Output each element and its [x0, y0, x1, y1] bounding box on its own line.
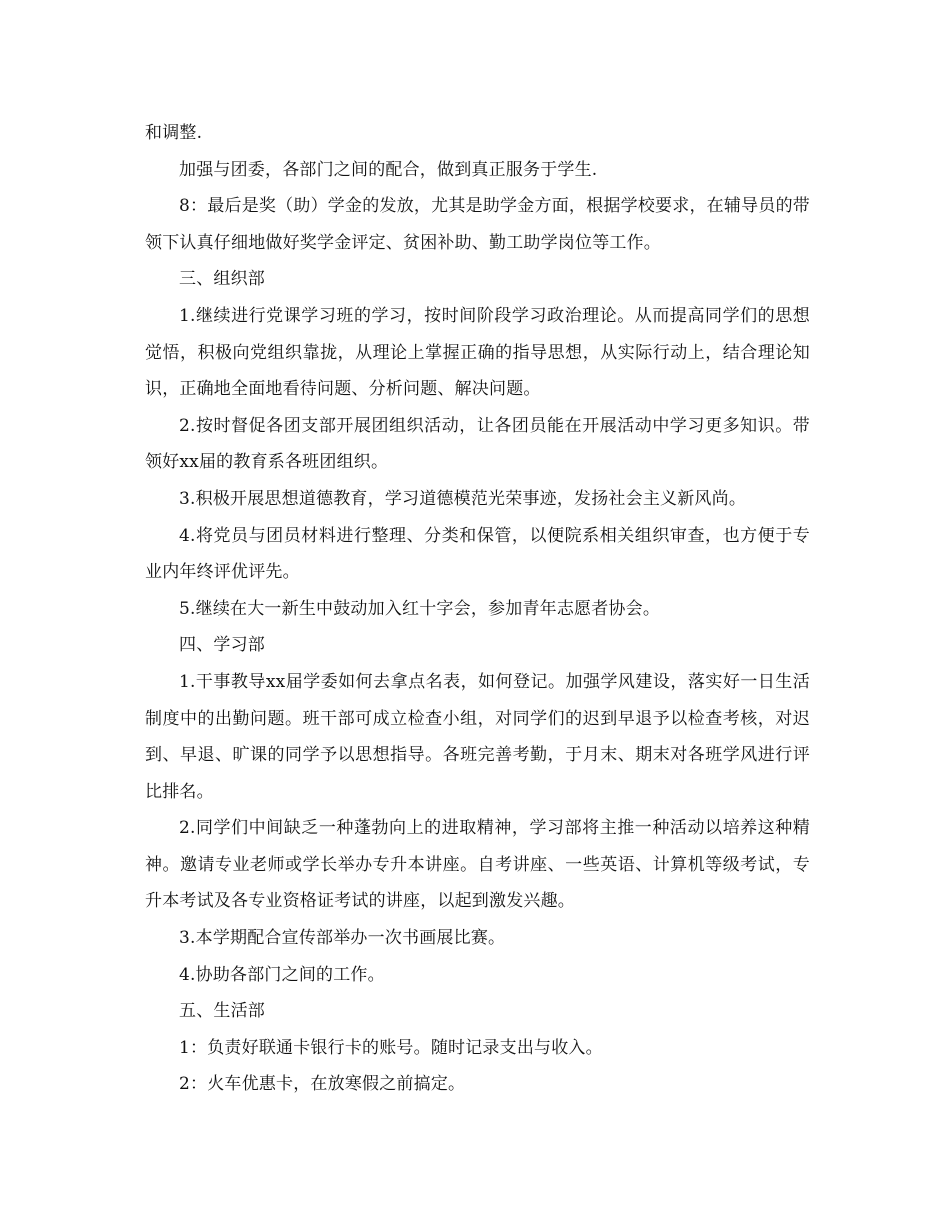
paragraph-study-item-1: 1.干事教导xx届学委如何去拿点名表，如何登记。加强学风建设，落实好一日生活制度中的出勤问题。班干部可成立检查小组，对同学们的迟到早退予以检查考核，对迟到、早退、旷课的同学予以思想指导。各班完善考勤，于月末、期末对各班学风进行评比排名。 — [145, 671, 810, 802]
document-body — [145, 115, 810, 1103]
section-heading-organization: 三、组织部 — [179, 269, 265, 290]
paragraph-org-item-3: 3.积极开展思想道德教育，学习道德模范光荣事迹，发扬社会主义新风尚。 — [179, 488, 747, 509]
paragraph-life-item-2: 2：火车优惠卡，在放寒假之前搞定。 — [179, 1074, 466, 1095]
paragraph-org-item-5: 5.继续在大一新生中鼓动加入红十字会，参加青年志愿者协会。 — [179, 598, 661, 619]
paragraph-org-item-4: 4.将党员与团员材料进行整理、分类和保管，以便院系相关组织审查，也方便于专业内年终评优评先。 — [145, 525, 810, 583]
paragraph-scholarship: 8：最后是奖（助）学金的发放，尤其是助学金方面，根据学校要求，在辅导员的带领下认真仔细地做好奖学金评定、贫困补助、勤工助学岗位等工作。 — [145, 196, 810, 253]
paragraph-org-item-2: 2.按时督促各团支部开展团组织活动，让各团员能在开展活动中学习更多知识。带领好xx届的教育系各班团组织。 — [145, 415, 810, 473]
paragraph-cooperation: 加强与团委，各部门之间的配合，做到真正服务于学生. — [179, 159, 598, 180]
paragraph-org-item-1: 1.继续进行党课学习班的学习，按时间阶段学习政治理论。从而提高同学们的思想觉悟，积极向党组织靠拢，从理论上掌握正确的指导思想，从实际行动上，结合理论知识，正确地全面地看待问题、分析问题、解决问题。 — [145, 305, 810, 400]
paragraph-continuation: 和调整. — [145, 123, 203, 143]
paragraph-study-item-2: 2.同学们中间缺乏一种蓬勃向上的进取精神，学习部将主推一种活动以培养这种精神。邀请专业老师或学长举办专升本讲座。自考讲座、一些英语、计算机等级考试，专升本考试及各专业资格证考试的讲座，以起到激发兴趣。 — [145, 818, 810, 912]
section-heading-life: 五、生活部 — [179, 1001, 265, 1022]
paragraph-study-item-4: 4.协助各部门之间的工作。 — [179, 964, 385, 985]
section-heading-study: 四、学习部 — [179, 635, 265, 656]
paragraph-study-item-3: 3.本学期配合宣传部举办一次书画展比赛。 — [179, 928, 506, 949]
paragraph-life-item-1: 1：负责好联通卡银行卡的账号。随时记录支出与收入。 — [179, 1037, 603, 1058]
